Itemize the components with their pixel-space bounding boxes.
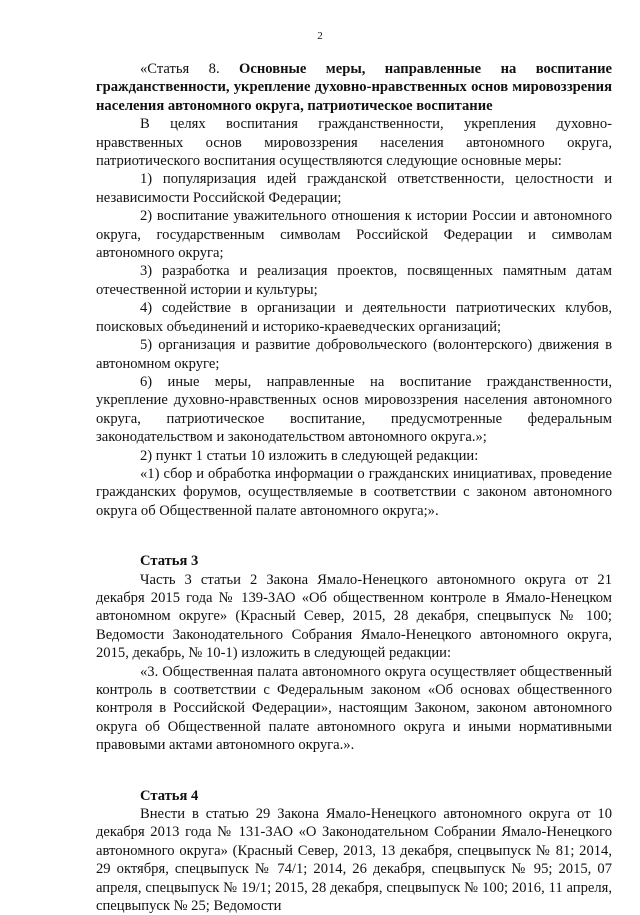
document-body bbox=[96, 60, 612, 915]
article3-heading: Статья 3 bbox=[140, 553, 199, 570]
article8-title bbox=[96, 60, 612, 115]
page-number: 2 bbox=[317, 30, 323, 42]
article3-quote: «3. Общественная палата автономного округа осуществляет общественный контроль в соответствии с Федеральным законом «Об основах общественного контроля в Российской Федерации», настоящим Законом, законом автономного округа об Общественной палате автономного округа и иными нормативными правовыми актами автономного округа.». bbox=[96, 663, 612, 754]
article8-lead: «Статья 8. bbox=[140, 61, 240, 77]
spacer bbox=[96, 520, 612, 552]
article8-item: 3) разработка и реализация проектов, посвященных памятным датам отечественной истории и культуры; bbox=[96, 263, 612, 298]
article8-item: 2) воспитание уважительного отношения к истории России и автономного округа, государственным символам Российской Федерации и символам автономного округа; bbox=[96, 208, 612, 262]
article3-text: Часть 3 статьи 2 Закона Ямало-Ненецкого автономного округа от 21 декабря 2015 года № 139-ЗАО «Об общественном контроле в Ямало-Ненецком автономном округе» (Красный Север, 2015, 28 декабря, спецвыпуск № 100; Ведомости Законодательного Собрания Ямало-Ненецкого автономного округа, 2015, декабрь, № 10-1) изложить в следующей редакции: bbox=[96, 571, 612, 662]
article8-title-text: Основные меры, направленные на воспитание гражданственности, укрепление духовно-нравственных основ мировоззрения населения автономного округа, патриотическое воспитание bbox=[96, 61, 613, 114]
article4-heading: Статья 4 bbox=[140, 787, 199, 804]
article8-item: 1) популяризация идей гражданской ответственности, целостности и независимости Российской Федерации; bbox=[96, 171, 612, 206]
article8-intro: В целях воспитания гражданственности, укрепления духовно-нравственных основ мировоззрения населения автономного округа, патриотического воспитания осуществляются следующие основные меры: bbox=[96, 116, 612, 170]
point2-heading: 2) пункт 1 статьи 10 изложить в следующей редакции: bbox=[140, 447, 479, 464]
article8-item: 4) содействие в организации и деятельности патриотических клубов, поисковых объединений и историко-краеведческих организаций; bbox=[96, 300, 612, 335]
article8-item: 6) иные меры, направленные на воспитание гражданственности, укрепление духовно-нравственных основ мировоззрения населения автономного округа, патриотическое воспитание, предусмотренные федеральным законодательством и законодательством автономного округа.»; bbox=[96, 373, 612, 446]
point2-text: «1) сбор и обработка информации о гражданских инициативах, проведение гражданских форумов, осуществляемые в соответствии с законом автономного округа об Общественной палате автономного округа;». bbox=[96, 465, 612, 519]
article8-item: 5) организация и развитие добровольческого (волонтерского) движения в автономном округе; bbox=[96, 337, 612, 372]
article4-text: Внести в статью 29 Закона Ямало-Ненецкого автономного округа от 10 декабря 2013 года № 131-ЗАО «О Законодательном Собрании Ямало-Ненецкого автономного округа» (Красный Север, 2013, 13 декабря, спецвыпуск № 81; 2014, 29 октября, спецвыпуск № 74/1; 2014, 26 декабря, спецвыпуск № 95; 2015, 07 апреля, спецвыпуск № 19/1; 2015, 28 декабря, спецвыпуск № 100; 2016, 11 апреля, спецвыпуск № 25; Ведомости bbox=[96, 806, 612, 915]
spacer bbox=[96, 755, 612, 787]
